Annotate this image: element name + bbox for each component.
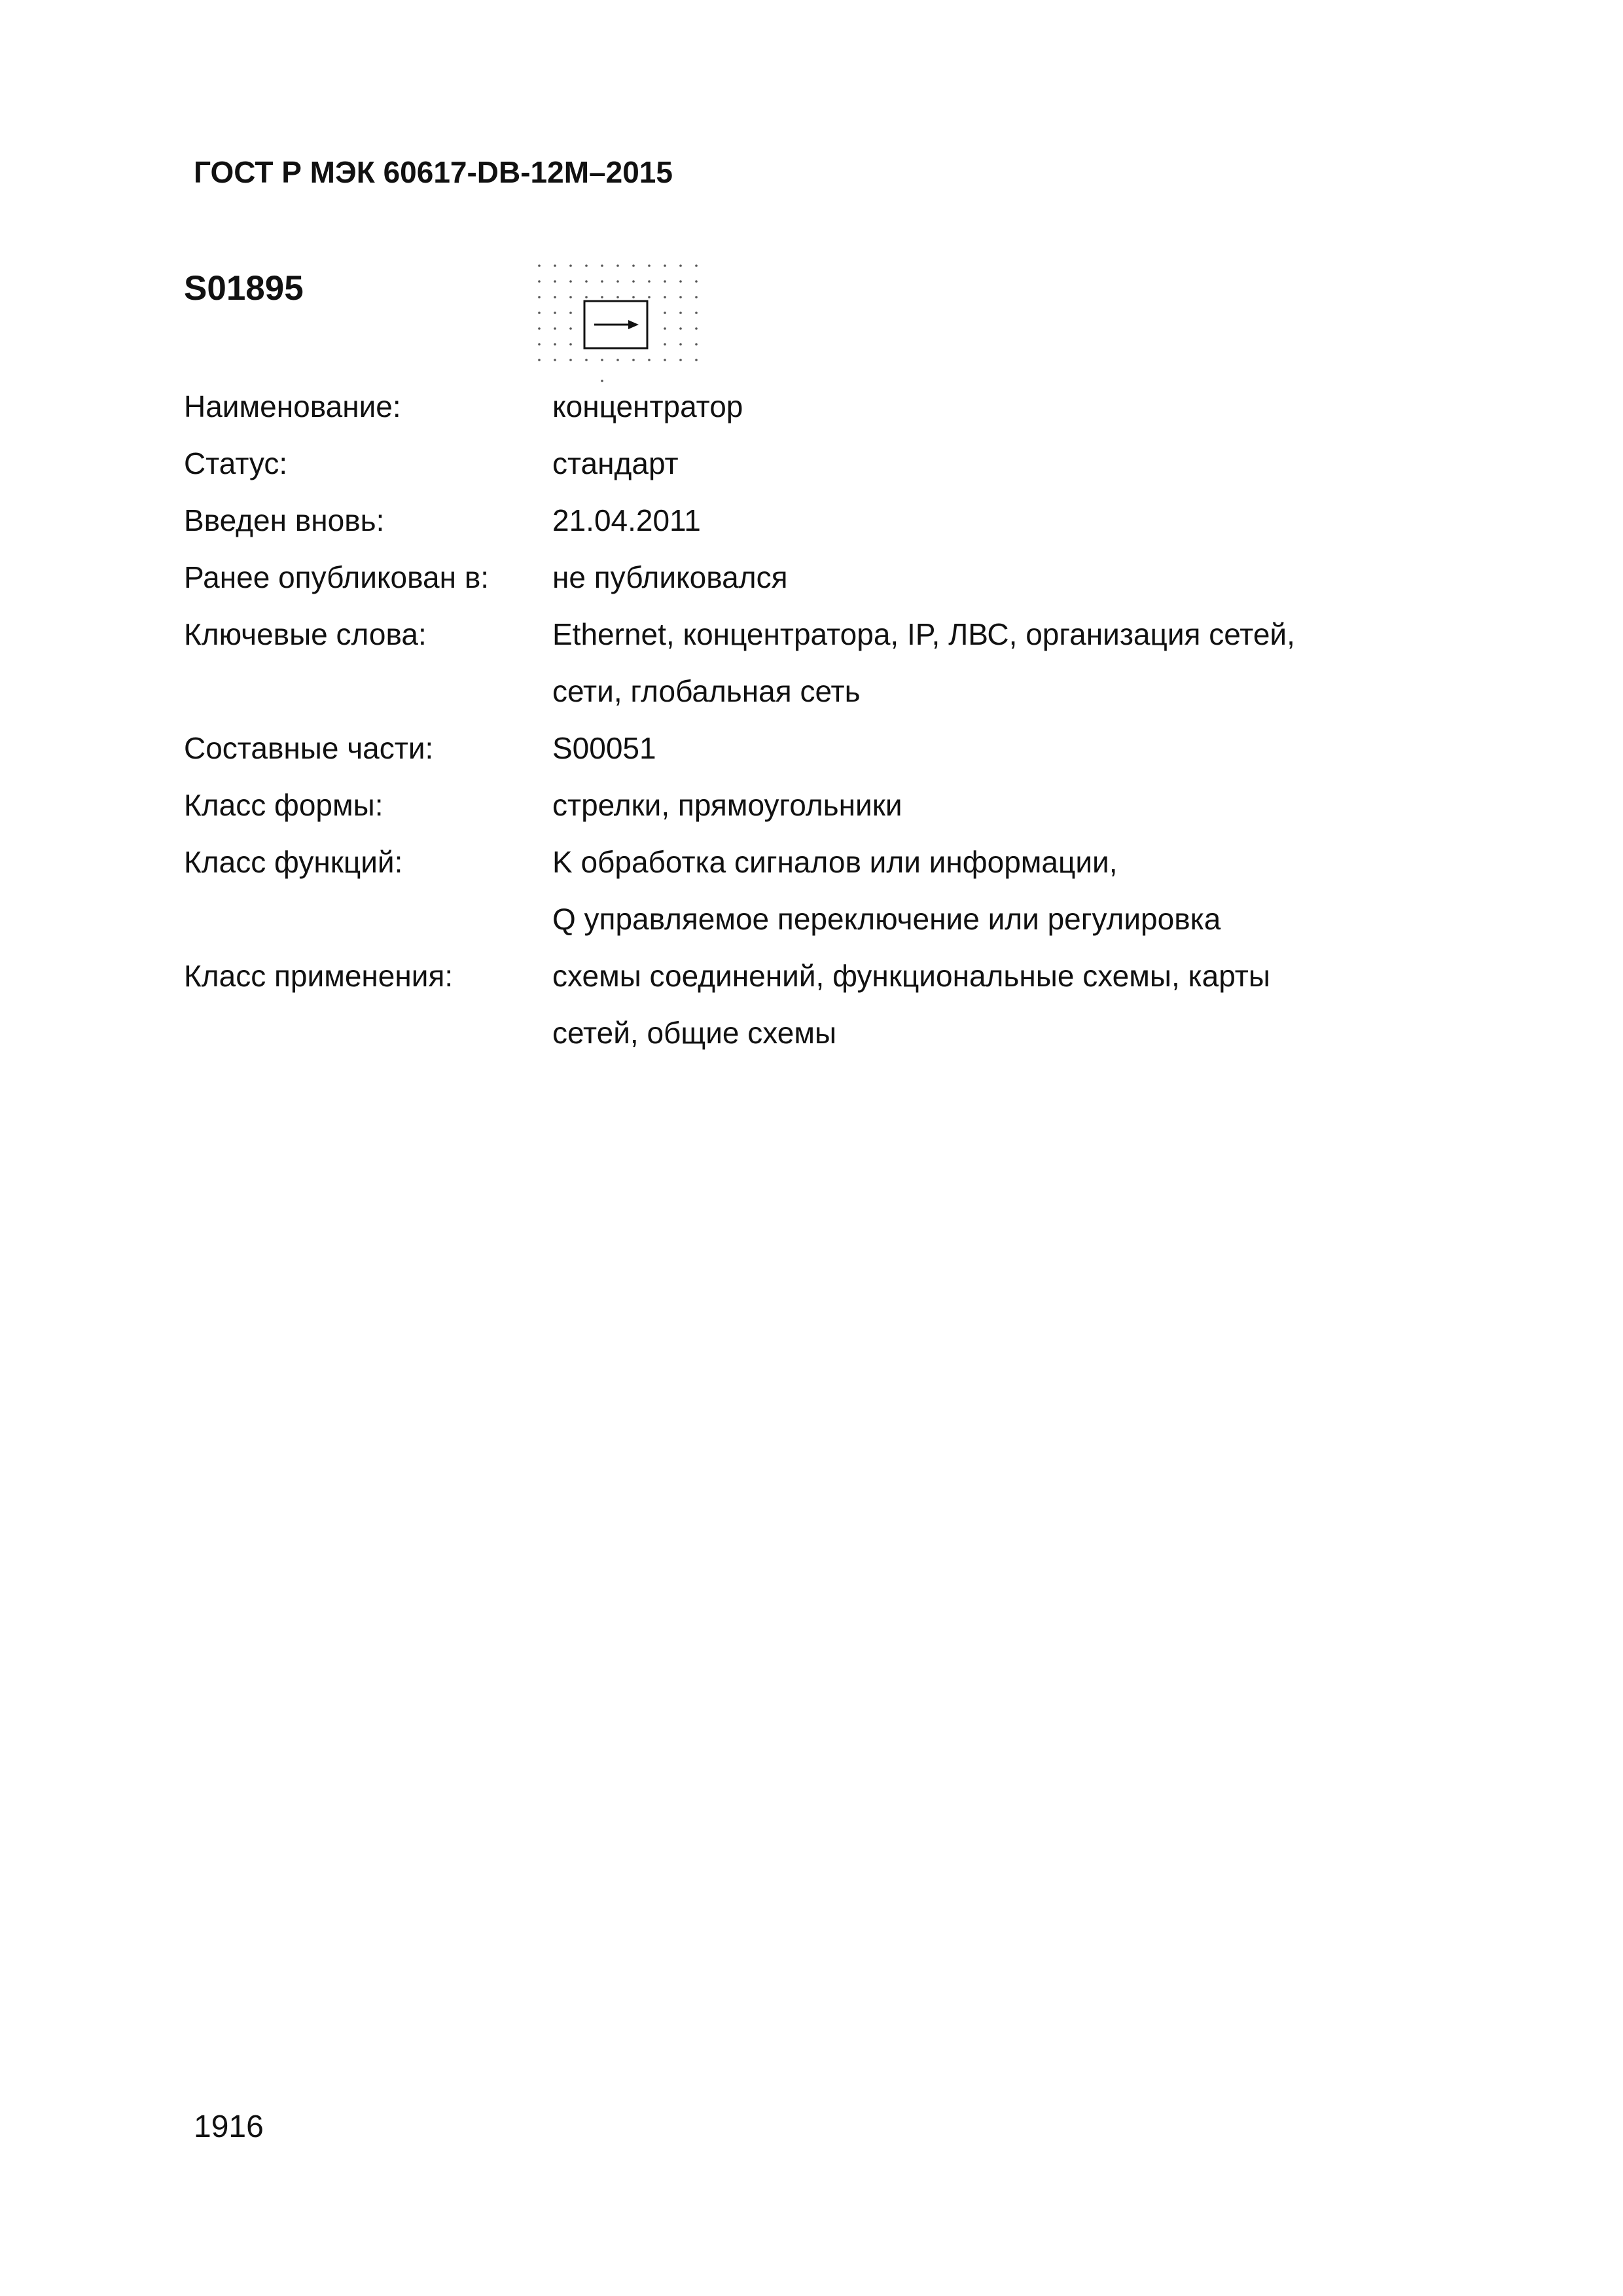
property-label: Ранее опубликован в: (184, 560, 490, 594)
property-value-line: Ethernet, концентратора, IP, ЛВС, организация сетей, (552, 617, 1295, 651)
property-value-line: сетей, общие схемы (552, 1016, 837, 1050)
property-value-line: K обработка сигналов или информации, (552, 845, 1118, 879)
property-label: Статус: (184, 446, 288, 480)
property-value-line: не публиковался (552, 560, 788, 594)
symbol-code: S01895 (184, 269, 304, 308)
property-row (184, 606, 1427, 720)
property-value-line: сети, глобальная сеть (552, 674, 861, 708)
property-label: Ключевые слова: (184, 617, 427, 651)
property-value (552, 435, 1427, 492)
property-value (552, 777, 1427, 834)
property-row (184, 834, 1427, 948)
property-row (184, 378, 1427, 435)
property-label: Класс формы: (184, 788, 383, 822)
hub-symbol-figure (535, 262, 707, 386)
property-row (184, 777, 1427, 834)
property-label: Наименование: (184, 389, 401, 423)
document-header: ГОСТ Р МЭК 60617-DB-12M–2015 (194, 155, 673, 189)
page-number: 1916 (194, 2109, 264, 2144)
property-value (552, 948, 1427, 1062)
property-row (184, 720, 1427, 777)
property-label: Составные части: (184, 731, 434, 765)
property-value-line: Q управляемое переключение или регулировка (552, 902, 1221, 936)
property-row (184, 948, 1427, 1062)
symbol-grid-dots (538, 264, 698, 382)
property-value (552, 492, 1427, 549)
property-value (552, 834, 1427, 948)
property-value-line: концентратор (552, 389, 743, 423)
property-value-line: схемы соединений, функциональные схемы, карты (552, 959, 1270, 993)
arrow-right-icon (628, 320, 639, 329)
property-value-line: стандарт (552, 446, 679, 480)
properties-table (184, 378, 1427, 1062)
property-value-line: 21.04.2011 (552, 503, 701, 537)
property-row (184, 435, 1427, 492)
property-label: Класс функций: (184, 845, 403, 879)
property-value (552, 606, 1427, 720)
property-label: Класс применения: (184, 959, 454, 993)
property-label: Введен вновь: (184, 503, 385, 537)
property-value-line: S00051 (552, 731, 656, 765)
property-value (552, 720, 1427, 777)
property-value (552, 549, 1427, 606)
property-row (184, 549, 1427, 606)
property-row (184, 492, 1427, 549)
property-value (552, 378, 1427, 435)
property-value-line: стрелки, прямоугольники (552, 788, 902, 822)
